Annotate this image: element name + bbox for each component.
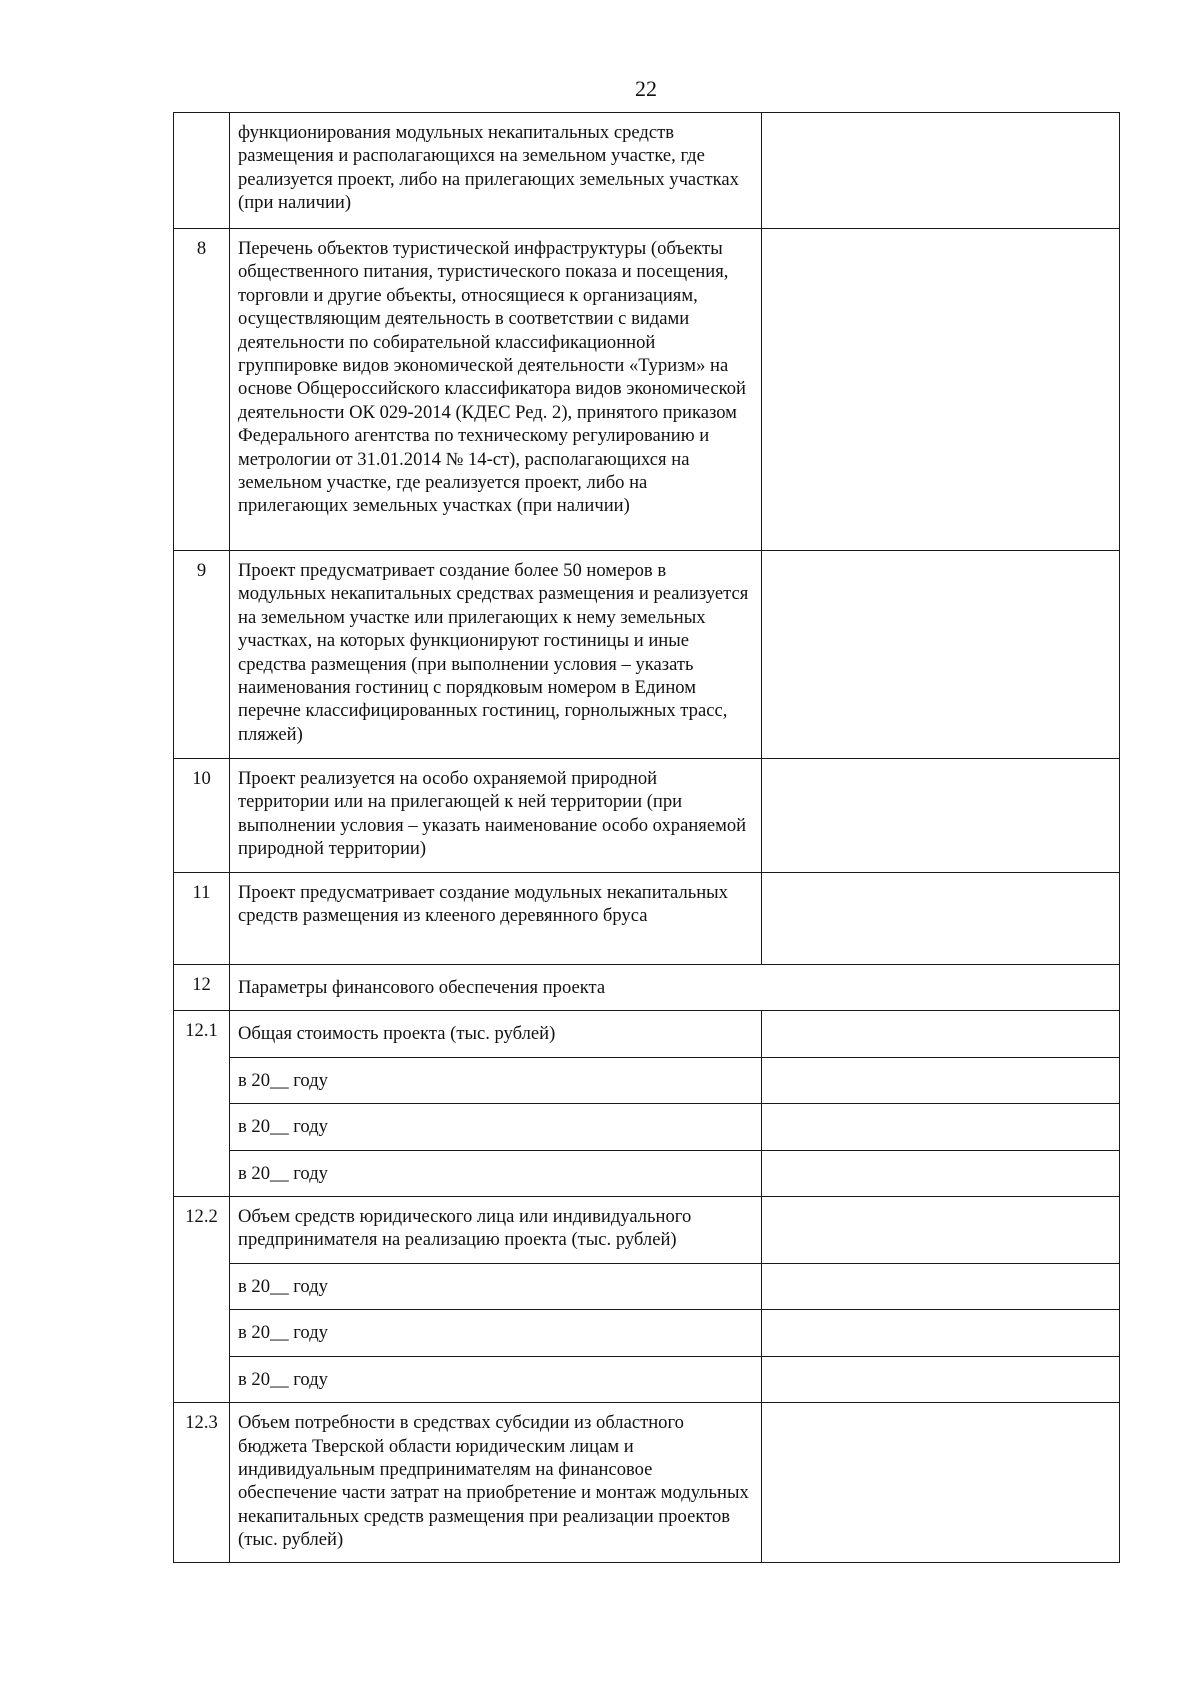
table-row	[174, 1150, 1120, 1196]
table-row	[174, 1011, 1120, 1057]
row-number: 12	[174, 965, 230, 1011]
year-label: в 20__ году	[230, 1356, 762, 1402]
row-description: Объем потребности в средствах субсидии из областного бюджета Тверской области юридическим лицам и индивидуальным предпринимателям на финансовое обеспечение части затрат на приобретение и монтаж модульных некапитальных средств размещения при реализации проектов (тыс. рублей)	[230, 1403, 762, 1563]
table-row	[174, 1197, 1120, 1264]
value-cell[interactable]	[762, 229, 1120, 551]
row-description: Перечень объектов туристической инфраструктуры (объекты общественного питания, туристического показа и посещения, торговли и другие объекты, относящиеся к организациям, осуществляющим деятельность в соответствии с видами деятельности по собирательной классификационной группировке видов экономической деятельности «Туризм» на основе Общероссийского классификатора видов экономической деятельности ОК 029-2014 (КДЕС Ред. 2), принятого приказом Федерального агентства по техническому регулированию и метрологии от 31.01.2014 № 14-ст), располагающихся на земельном участке, где реализуется проект, либо на прилегающих земельных участках (при наличии)	[230, 229, 762, 551]
value-cell[interactable]	[762, 1310, 1120, 1356]
row-number: 8	[174, 229, 230, 551]
row-number: 10	[174, 759, 230, 873]
row-description: Проект реализуется на особо охраняемой природной территории или на прилегающей к ней территории (при выполнении условия – указать наименование особо охраняемой природной территории)	[230, 759, 762, 873]
value-cell[interactable]	[762, 759, 1120, 873]
table-row	[174, 551, 1120, 759]
year-label: в 20__ году	[230, 1264, 762, 1310]
application-form-table	[173, 112, 1120, 1563]
row-number	[174, 113, 230, 229]
table-row	[174, 113, 1120, 229]
table-row	[174, 229, 1120, 551]
value-cell[interactable]	[762, 1356, 1120, 1402]
year-label: в 20__ году	[230, 1104, 762, 1150]
table-row	[174, 1057, 1120, 1103]
value-cell[interactable]	[762, 1104, 1120, 1150]
value-cell[interactable]	[762, 1150, 1120, 1196]
value-cell[interactable]	[762, 1057, 1120, 1103]
page-number: 22	[635, 76, 657, 101]
value-cell[interactable]	[762, 113, 1120, 229]
value-cell[interactable]	[762, 1403, 1120, 1563]
table-row	[174, 1264, 1120, 1310]
table-row	[174, 1310, 1120, 1356]
value-cell[interactable]	[762, 551, 1120, 759]
year-label: в 20__ году	[230, 1150, 762, 1196]
row-number: 12.2	[174, 1197, 230, 1403]
row-number: 11	[174, 873, 230, 965]
year-label: в 20__ году	[230, 1310, 762, 1356]
row-description: Проект предусматривает создание более 50 номеров в модульных некапитальных средствах размещения и реализуется на земельном участке или прилегающих к нему земельных участках, на которых функционируют гостиницы и иные средства размещения (при выполнении условия – указать наименования гостиниц с порядковым номером в Едином перечне классифицированных гостиниц, горнолыжных трасс, пляжей)	[230, 551, 762, 759]
value-cell[interactable]	[762, 873, 1120, 965]
row-description: Объем средств юридического лица или индивидуального предпринимателя на реализацию проекта (тыс. рублей)	[230, 1197, 762, 1264]
table-row	[174, 965, 1120, 1011]
row-number: 12.3	[174, 1403, 230, 1563]
value-cell[interactable]	[762, 1197, 1120, 1264]
value-cell[interactable]	[762, 1264, 1120, 1310]
year-label: в 20__ году	[230, 1057, 762, 1103]
table-row	[174, 1403, 1120, 1563]
table-row	[174, 1356, 1120, 1402]
table-row	[174, 759, 1120, 873]
row-description: функционирования модульных некапитальных средств размещения и располагающихся на земельном участке, где реализуется проект, либо на прилегающих земельных участках (при наличии)	[230, 113, 762, 229]
table-row	[174, 1104, 1120, 1150]
row-number: 12.1	[174, 1011, 230, 1197]
table-row	[174, 873, 1120, 965]
section-heading: Параметры финансового обеспечения проекта	[230, 965, 1120, 1011]
row-description: Общая стоимость проекта (тыс. рублей)	[230, 1011, 762, 1057]
row-number: 9	[174, 551, 230, 759]
row-description: Проект предусматривает создание модульных некапитальных средств размещения из клееного деревянного бруса	[230, 873, 762, 965]
value-cell[interactable]	[762, 1011, 1120, 1057]
